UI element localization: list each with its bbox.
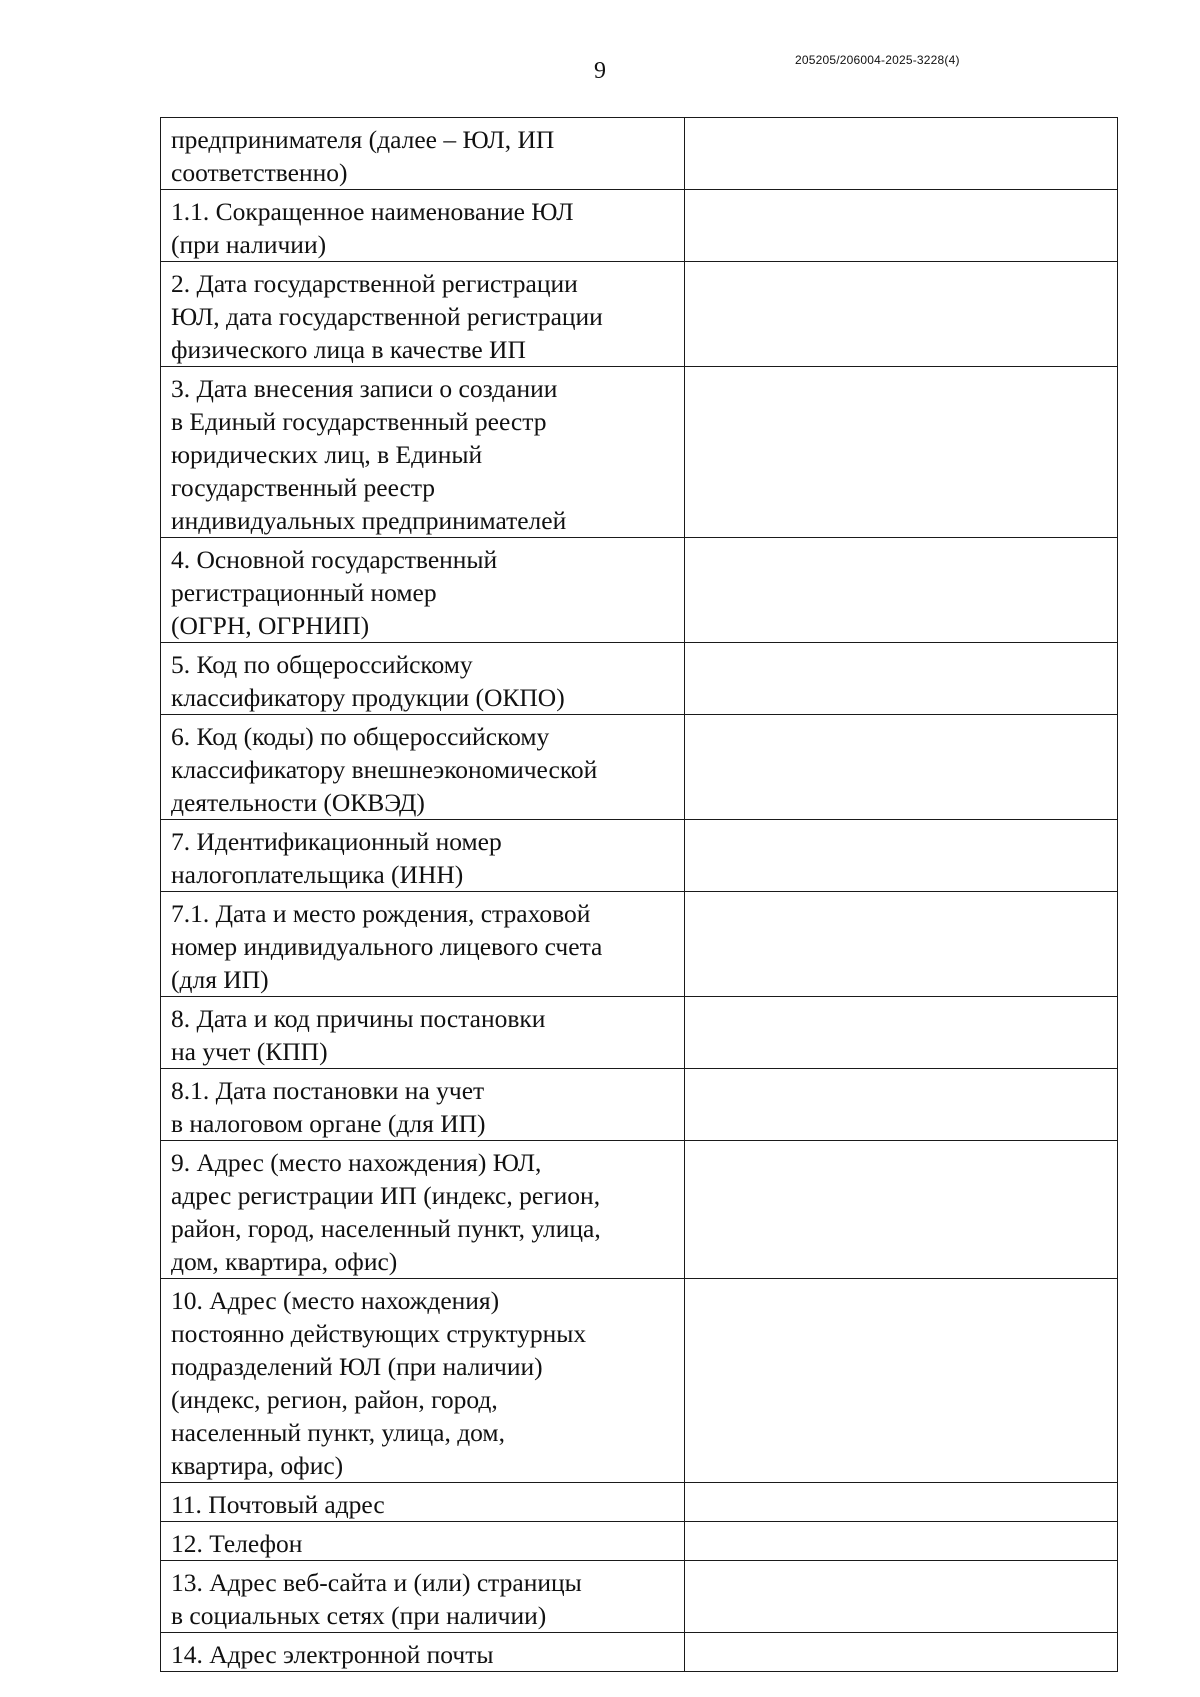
- table-row: [161, 262, 1118, 367]
- row-label: 4. Основной государственный регистрационный номер (ОГРН, ОГРНИП): [161, 538, 685, 643]
- row-value-cell: [685, 1483, 1118, 1522]
- row-value-cell: [685, 538, 1118, 643]
- row-label: 14. Адрес электронной почты: [161, 1633, 685, 1672]
- row-value-cell: [685, 1633, 1118, 1672]
- row-label: 2. Дата государственной регистрации ЮЛ, дата государственной регистрации физического лица в качестве ИП: [161, 262, 685, 367]
- row-label: 5. Код по общероссийскому классификатору продукции (ОКПО): [161, 643, 685, 715]
- row-label: 10. Адрес (место нахождения) постоянно действующих структурных подразделений ЮЛ (при наличии) (индекс, регион, район, город, населенный пункт, улица, дом, квартира, офис): [161, 1279, 685, 1483]
- row-label: 7.1. Дата и место рождения, страховой номер индивидуального лицевого счета (для ИП): [161, 892, 685, 997]
- table-row: [161, 997, 1118, 1069]
- row-label: 3. Дата внесения записи о создании в Единый государственный реестр юридических лиц, в Единый государственный реестр индивидуальных предпринимателей: [161, 367, 685, 538]
- table-row: [161, 367, 1118, 538]
- row-value-cell: [685, 820, 1118, 892]
- row-value-cell: [685, 643, 1118, 715]
- row-value-cell: [685, 118, 1118, 190]
- table-row: [161, 820, 1118, 892]
- row-label: 13. Адрес веб-сайта и (или) страницы в социальных сетях (при наличии): [161, 1561, 685, 1633]
- table-row: [161, 643, 1118, 715]
- row-value-cell: [685, 367, 1118, 538]
- document-reference: 205205/206004-2025-3228(4): [795, 53, 960, 67]
- row-label: 9. Адрес (место нахождения) ЮЛ, адрес регистрации ИП (индекс, регион, район, город, населенный пункт, улица, дом, квартира, офис): [161, 1141, 685, 1279]
- table-row: [161, 1279, 1118, 1483]
- registration-form-table: [160, 117, 1118, 1672]
- row-value-cell: [685, 715, 1118, 820]
- row-label: 8. Дата и код причины постановки на учет (КПП): [161, 997, 685, 1069]
- row-label: 6. Код (коды) по общероссийскому классификатору внешнеэкономической деятельности (ОКВЭД): [161, 715, 685, 820]
- table-row: [161, 190, 1118, 262]
- row-label: предпринимателя (далее – ЮЛ, ИП соответственно): [161, 118, 685, 190]
- row-value-cell: [685, 997, 1118, 1069]
- table-row: [161, 1633, 1118, 1672]
- row-value-cell: [685, 892, 1118, 997]
- row-value-cell: [685, 1141, 1118, 1279]
- row-label: 1.1. Сокращенное наименование ЮЛ (при наличии): [161, 190, 685, 262]
- table-row: [161, 1522, 1118, 1561]
- table-row: [161, 1561, 1118, 1633]
- row-label: 12. Телефон: [161, 1522, 685, 1561]
- row-value-cell: [685, 1522, 1118, 1561]
- table-row: [161, 538, 1118, 643]
- row-value-cell: [685, 190, 1118, 262]
- table-row: [161, 1069, 1118, 1141]
- row-label: 11. Почтовый адрес: [161, 1483, 685, 1522]
- page-number: 9: [594, 58, 606, 84]
- row-label: 7. Идентификационный номер налогоплательщика (ИНН): [161, 820, 685, 892]
- table-row: [161, 715, 1118, 820]
- row-value-cell: [685, 1561, 1118, 1633]
- row-label: 8.1. Дата постановки на учет в налоговом органе (для ИП): [161, 1069, 685, 1141]
- table-row: [161, 1141, 1118, 1279]
- table-row: [161, 118, 1118, 190]
- row-value-cell: [685, 1069, 1118, 1141]
- table-row: [161, 1483, 1118, 1522]
- row-value-cell: [685, 1279, 1118, 1483]
- row-value-cell: [685, 262, 1118, 367]
- table-row: [161, 892, 1118, 997]
